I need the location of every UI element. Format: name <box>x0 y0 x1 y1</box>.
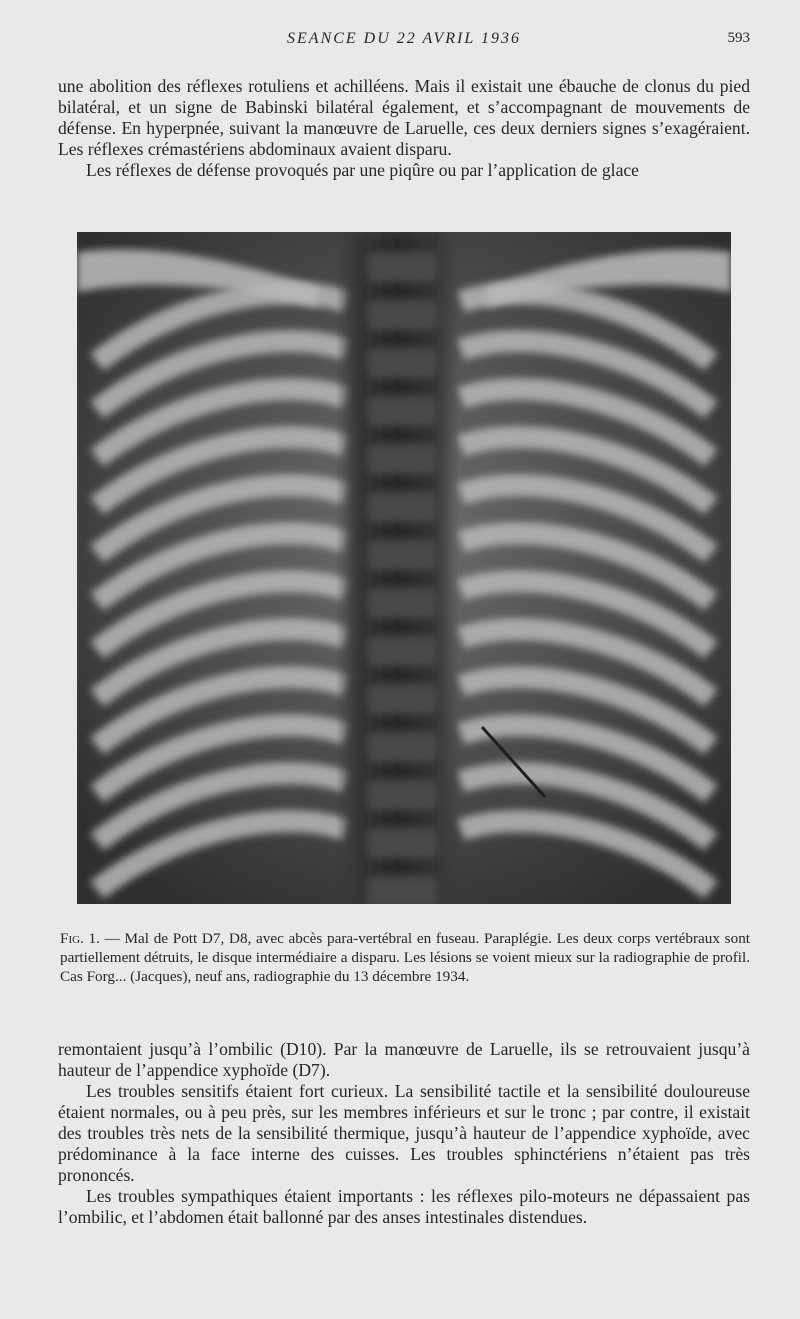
top-text-block <box>58 76 750 181</box>
paragraph: une abolition des réflexes rotuliens et achilléens. Mais il existait une ébauche de clonus du pied bilatéral, et un signe de Babinski bilatéral également, et s’accompagnant de mouvements de défense. En hyperpnée, suivant la manœuvre de Laruelle, ces deux derniers signes s’exagéraient. Les réflexes crémastériens abdominaux avaient disparu. <box>58 76 750 159</box>
page-header <box>58 30 750 52</box>
paragraph: remontaient jusqu’à l’ombilic (D10). Par la manœuvre de Laruelle, ils se retrouvaient jusqu’à hauteur de l’appendice xyphoïde (D7). <box>58 1039 750 1080</box>
running-title: SEANCE DU 22 AVRIL 1936 <box>287 30 521 47</box>
page-number: 593 <box>727 30 750 46</box>
figure-label: Fig. 1. <box>60 930 100 947</box>
bottom-text-block <box>58 1039 750 1228</box>
chest-radiograph-image <box>77 232 731 904</box>
paragraph: Les réflexes de défense provoqués par une piqûre ou par l’application de glace <box>86 160 639 180</box>
paragraph: Les troubles sympathiques étaient importants : les réflexes pilo-moteurs ne dépassaient pas l’ombilic, et l’abdomen était ballonné par des anses intestinales distendues. <box>58 1186 750 1227</box>
paragraph: Les troubles sensitifs étaient fort curieux. La sensibilité tactile et la sensibilité douloureuse étaient normales, ou à peu près, sur les membres inférieurs et sur le tronc ; par contre, il existait des troubles très nets de la sensibilité thermique, jusqu’à hauteur de l’appendice xyphoïde, avec prédominance à la face interne des cuisses. Les troubles sphinctériens n’étaient pas très prononcés. <box>58 1081 750 1185</box>
radiograph-drawing <box>77 232 731 904</box>
figure-caption <box>60 929 750 986</box>
figure-caption-text: — Mal de Pott D7, D8, avec abcès para-vertébral en fuseau. Paraplégie. Les deux corps vertébraux sont partiellement détruits, le disque intermédiaire a disparu. Les lésions se voient mieux sur la radiographie de profil. Cas Forg... (Jacques), neuf ans, radiographie du 13 décembre 1934. <box>60 930 751 985</box>
